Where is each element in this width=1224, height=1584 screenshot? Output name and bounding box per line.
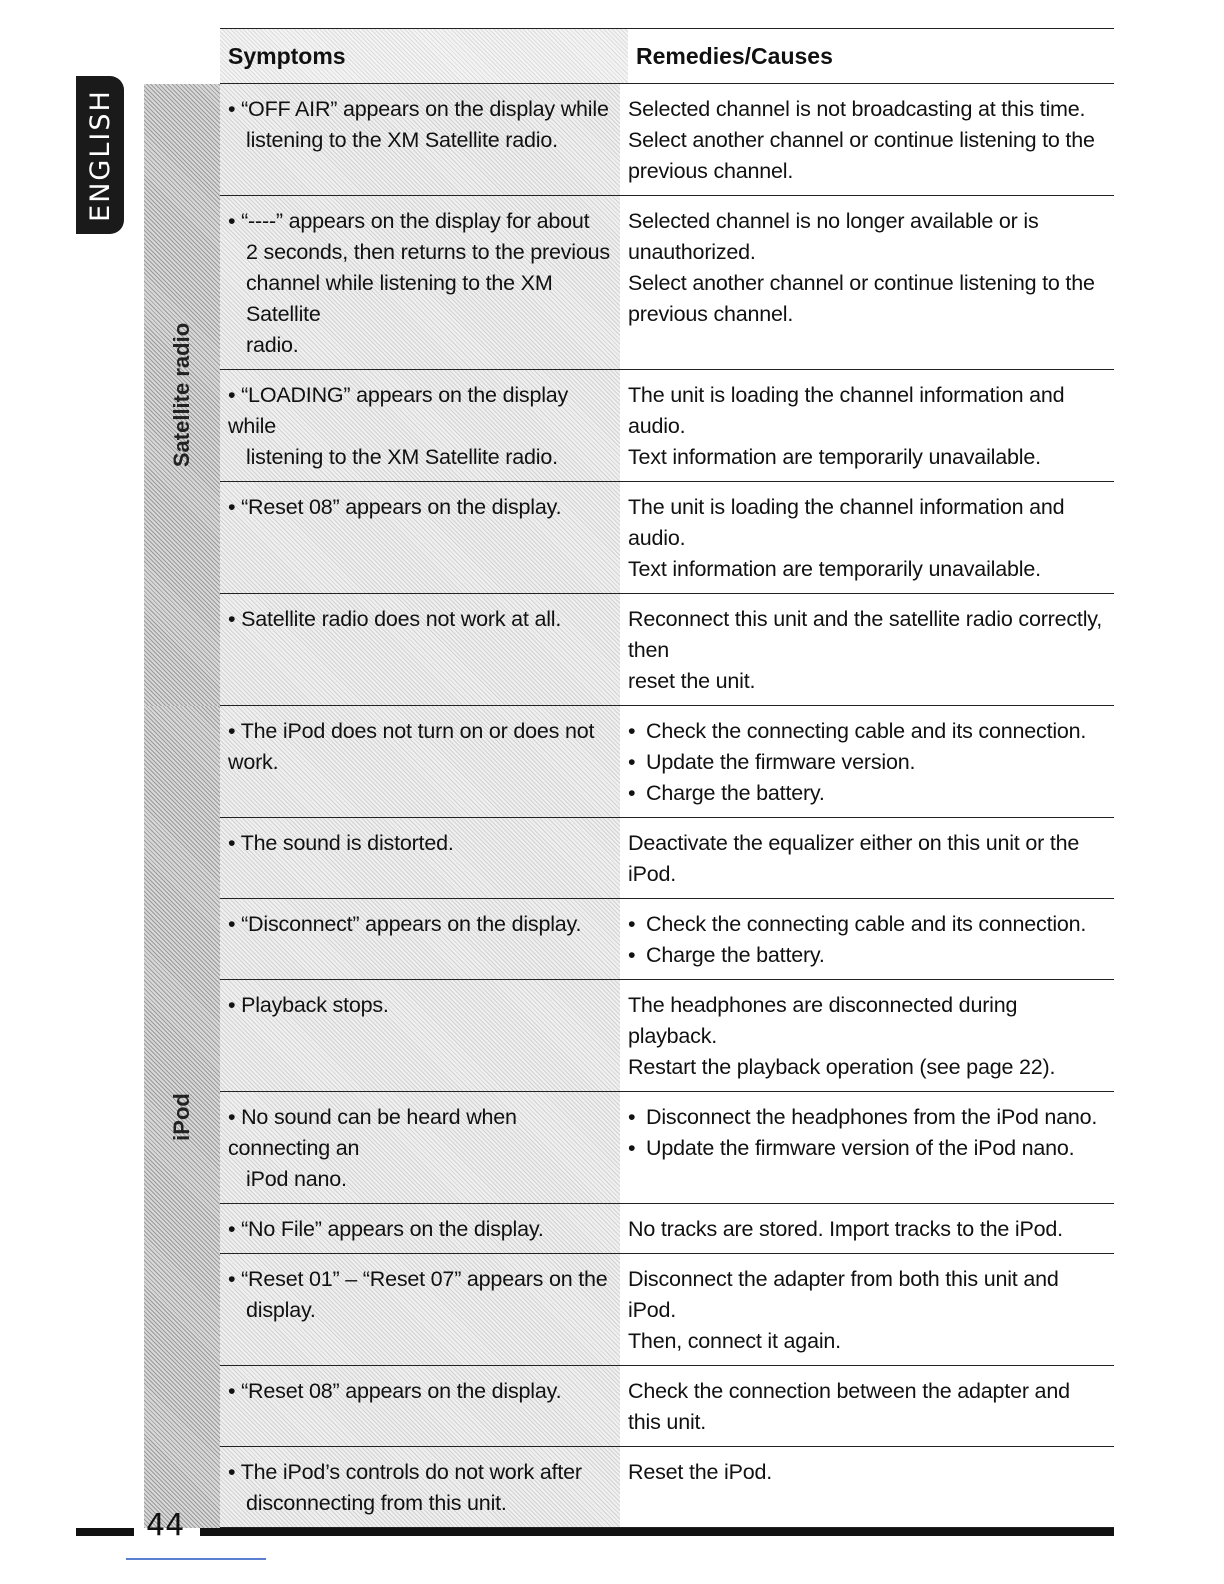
symptom-line: radio. (246, 333, 299, 357)
symptom-line: iPod nano. (246, 1167, 347, 1191)
symptom-line: • The iPod’s controls do not work after (228, 1460, 582, 1484)
remedy-bullet-text: Update the firmware version. (646, 750, 916, 774)
bullet-glyph: • (628, 1136, 636, 1160)
symptom-cell (220, 594, 620, 705)
symptom-cell (220, 1204, 620, 1253)
remedy-bullet (628, 940, 1108, 971)
remedy-line: previous channel. (628, 302, 794, 326)
symptom-line: • The iPod does not turn on or does not work. (228, 719, 595, 774)
remedy-line: Reset the iPod. (628, 1460, 773, 1484)
bullet-glyph: • (628, 912, 636, 936)
remedy-bullet (628, 747, 1108, 778)
remedy-cell (620, 1204, 1114, 1253)
table-row (220, 196, 1114, 370)
remedy-bullet (628, 778, 1108, 809)
table-row (220, 1254, 1114, 1366)
remedy-bullet (628, 909, 1108, 940)
symptom-cell (220, 482, 620, 593)
symptom-cell (220, 370, 620, 481)
bullet-glyph: • (628, 750, 636, 774)
table-row (220, 594, 1114, 706)
symptom-line: • “No File” appears on the display. (228, 1217, 544, 1241)
symptom-cell (220, 84, 620, 195)
remedy-cell (620, 1447, 1114, 1527)
section-satellite-radio (144, 84, 1114, 706)
section-label-text: Satellite radio (169, 322, 194, 468)
table-row (220, 84, 1114, 196)
symptom-cell (220, 1447, 620, 1527)
bullet-glyph: • (628, 781, 636, 805)
symptom-line: 2 seconds, then returns to the previous (246, 240, 610, 264)
symptom-cell (220, 1092, 620, 1203)
symptom-line: • “OFF AIR” appears on the display while (228, 97, 609, 121)
section-rows (220, 706, 1114, 1528)
symptom-cell (220, 1254, 620, 1365)
table-row (220, 1447, 1114, 1528)
symptom-line: disconnecting from this unit. (246, 1491, 507, 1515)
remedy-line: The headphones are disconnected during playback. (628, 993, 1018, 1048)
remedy-line: Select another channel or continue listening to the (628, 271, 1095, 295)
symptom-cell (220, 196, 620, 369)
table-row (220, 370, 1114, 482)
header-remedies: Remedies/Causes (636, 42, 833, 69)
troubleshooting-table (144, 28, 1114, 1528)
remedy-line: Deactivate the equalizer either on this unit or the iPod. (628, 831, 1080, 886)
symptom-line: • The sound is distorted. (228, 831, 454, 855)
remedy-line: Text information are temporarily unavailable. (628, 557, 1041, 581)
table-row (220, 706, 1114, 818)
header-symptoms: Symptoms (220, 29, 628, 83)
language-tab (76, 76, 124, 234)
bullet-glyph: • (628, 943, 636, 967)
symptom-line: • “----” appears on the display for about (228, 209, 590, 233)
symptom-line: • Playback stops. (228, 993, 389, 1017)
footer-rule-left (76, 1528, 134, 1536)
table-row (220, 818, 1114, 899)
section-rows (220, 84, 1114, 706)
symptom-line: • “Reset 08” appears on the display. (228, 495, 562, 519)
section-label-text: iPod (169, 1093, 194, 1141)
table-row (220, 482, 1114, 594)
remedy-line: Select another channel or continue listening to the (628, 128, 1095, 152)
symptom-cell (220, 980, 620, 1091)
remedy-bullet (628, 1133, 1108, 1164)
symptom-line: display. (246, 1298, 316, 1322)
remedy-line: unauthorized. (628, 240, 756, 264)
table-row (220, 980, 1114, 1092)
table-row (220, 899, 1114, 980)
remedy-line: Then, connect it again. (628, 1329, 841, 1353)
remedy-bullet-text: Update the firmware version of the iPod nano. (646, 1136, 1075, 1160)
remedy-line: Disconnect the adapter from both this unit and iPod. (628, 1267, 1059, 1322)
remedy-cell (620, 818, 1114, 898)
remedy-line: No tracks are stored. Import tracks to the iPod. (628, 1217, 1063, 1241)
remedy-cell (620, 196, 1114, 369)
footer-underline-mark (126, 1558, 266, 1560)
footer-rule-right (200, 1528, 1114, 1536)
remedy-cell (620, 980, 1114, 1091)
table-row (220, 1366, 1114, 1447)
remedy-line: Reconnect this unit and the satellite radio correctly, then (628, 607, 1102, 662)
remedy-bullet (628, 1102, 1108, 1133)
section-ipod (144, 706, 1114, 1528)
symptom-line: • “Reset 08” appears on the display. (228, 1379, 562, 1403)
remedy-cell (620, 370, 1114, 481)
remedy-line: Restart the playback operation (see page 22). (628, 1055, 1056, 1079)
section-label (144, 84, 220, 706)
remedy-cell (620, 594, 1114, 705)
remedy-bullet-text: Charge the battery. (646, 781, 825, 805)
bullet-glyph: • (628, 719, 636, 743)
remedy-line: The unit is loading the channel information and audio. (628, 495, 1065, 550)
remedy-cell (620, 1254, 1114, 1365)
remedy-line: previous channel. (628, 159, 794, 183)
remedy-bullet (628, 716, 1108, 747)
remedy-cell (620, 84, 1114, 195)
symptom-line: listening to the XM Satellite radio. (246, 445, 558, 469)
table-header (220, 28, 1114, 84)
remedy-line: Check the connection between the adapter and this unit. (628, 1379, 1070, 1434)
symptom-line: • “Disconnect” appears on the display. (228, 912, 582, 936)
remedy-cell (620, 482, 1114, 593)
remedy-cell (620, 706, 1114, 817)
table-body (144, 84, 1114, 1528)
symptom-line: listening to the XM Satellite radio. (246, 128, 558, 152)
section-label (144, 706, 220, 1528)
remedy-bullet-text: Disconnect the headphones from the iPod nano. (646, 1105, 1098, 1129)
symptom-cell (220, 818, 620, 898)
remedy-bullet-text: Charge the battery. (646, 943, 825, 967)
symptom-line: • No sound can be heard when connecting an (228, 1105, 517, 1160)
symptom-line: channel while listening to the XM Satellite (246, 271, 553, 326)
symptom-line: • “LOADING” appears on the display while (228, 383, 569, 438)
remedy-cell (620, 899, 1114, 979)
page-number: 44 (146, 1508, 185, 1543)
table-row (220, 1092, 1114, 1204)
remedy-line: Selected channel is not broadcasting at this time. (628, 97, 1086, 121)
remedy-bullet-text: Check the connecting cable and its connection. (646, 912, 1087, 936)
language-tab-label: ENGLISH (84, 88, 116, 222)
symptom-cell (220, 706, 620, 817)
remedy-line: Text information are temporarily unavailable. (628, 445, 1041, 469)
table-row (220, 1204, 1114, 1254)
remedy-line: reset the unit. (628, 669, 756, 693)
remedy-bullet-text: Check the connecting cable and its connection. (646, 719, 1087, 743)
remedy-cell (620, 1092, 1114, 1203)
remedy-line: The unit is loading the channel information and audio. (628, 383, 1065, 438)
symptom-cell (220, 899, 620, 979)
symptom-cell (220, 1366, 620, 1446)
remedy-cell (620, 1366, 1114, 1446)
bullet-glyph: • (628, 1105, 636, 1129)
symptom-line: • Satellite radio does not work at all. (228, 607, 562, 631)
remedy-line: Selected channel is no longer available or is (628, 209, 1039, 233)
symptom-line: • “Reset 01” – “Reset 07” appears on the (228, 1267, 608, 1291)
